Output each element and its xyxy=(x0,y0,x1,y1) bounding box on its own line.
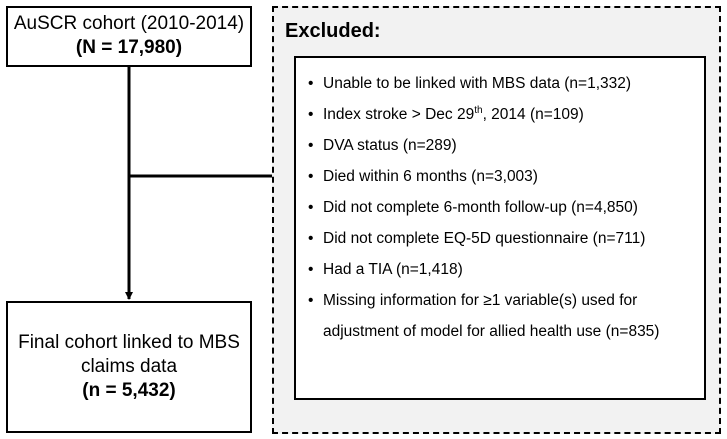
excluded-item xyxy=(306,161,698,192)
excluded-item xyxy=(306,99,698,130)
initial-cohort-box xyxy=(6,6,252,67)
excluded-item-text-after: , 2014 (n=109) xyxy=(482,106,584,123)
excluded-item-text: Did not complete EQ-5D questionnaire (n=711) xyxy=(323,230,646,247)
bullet-icon: • xyxy=(308,261,314,278)
final-cohort-box xyxy=(6,301,252,433)
initial-cohort-count: (N = 17,980) xyxy=(75,37,183,58)
initial-cohort-label: AuSCR cohort (2010-2014) xyxy=(13,13,245,34)
excluded-list-box xyxy=(294,56,706,400)
excluded-item xyxy=(306,223,698,254)
bullet-icon: • xyxy=(308,75,314,92)
excluded-item-text-line1: Missing information for ≥1 variable(s) used for xyxy=(323,292,638,309)
excluded-item xyxy=(306,192,698,223)
excluded-panel xyxy=(272,6,721,434)
excluded-item-text: Unable to be linked with MBS data (n=1,332) xyxy=(323,75,632,92)
excluded-item xyxy=(306,285,698,347)
excluded-item-text: DVA status (n=289) xyxy=(323,137,457,154)
bullet-icon: • xyxy=(308,199,314,216)
excluded-title: Excluded: xyxy=(285,20,381,42)
excluded-item-text: Did not complete 6-month follow-up (n=4,850) xyxy=(323,199,638,216)
excluded-item xyxy=(306,130,698,161)
excluded-item xyxy=(306,68,698,99)
excluded-item-text: Had a TIA (n=1,418) xyxy=(323,261,463,278)
bullet-icon: • xyxy=(308,137,314,154)
bullet-icon: • xyxy=(308,230,314,247)
excluded-item-text: Died within 6 months (n=3,003) xyxy=(323,168,538,185)
bullet-icon: • xyxy=(308,168,314,185)
final-cohort-label-line2: claims data xyxy=(80,356,178,377)
excluded-item-text-line2: adjustment of model for allied health use (n=835) xyxy=(323,323,660,340)
bullet-icon: • xyxy=(308,106,314,123)
excluded-item-text: Index stroke > Dec 29 xyxy=(323,106,475,123)
final-cohort-count: (n = 5,432) xyxy=(82,380,176,401)
excluded-item xyxy=(306,254,698,285)
excluded-item-superscript: th xyxy=(474,104,483,116)
excluded-list xyxy=(306,68,698,347)
final-cohort-label-line1: Final cohort linked to MBS xyxy=(18,332,240,353)
bullet-icon: • xyxy=(308,292,314,309)
